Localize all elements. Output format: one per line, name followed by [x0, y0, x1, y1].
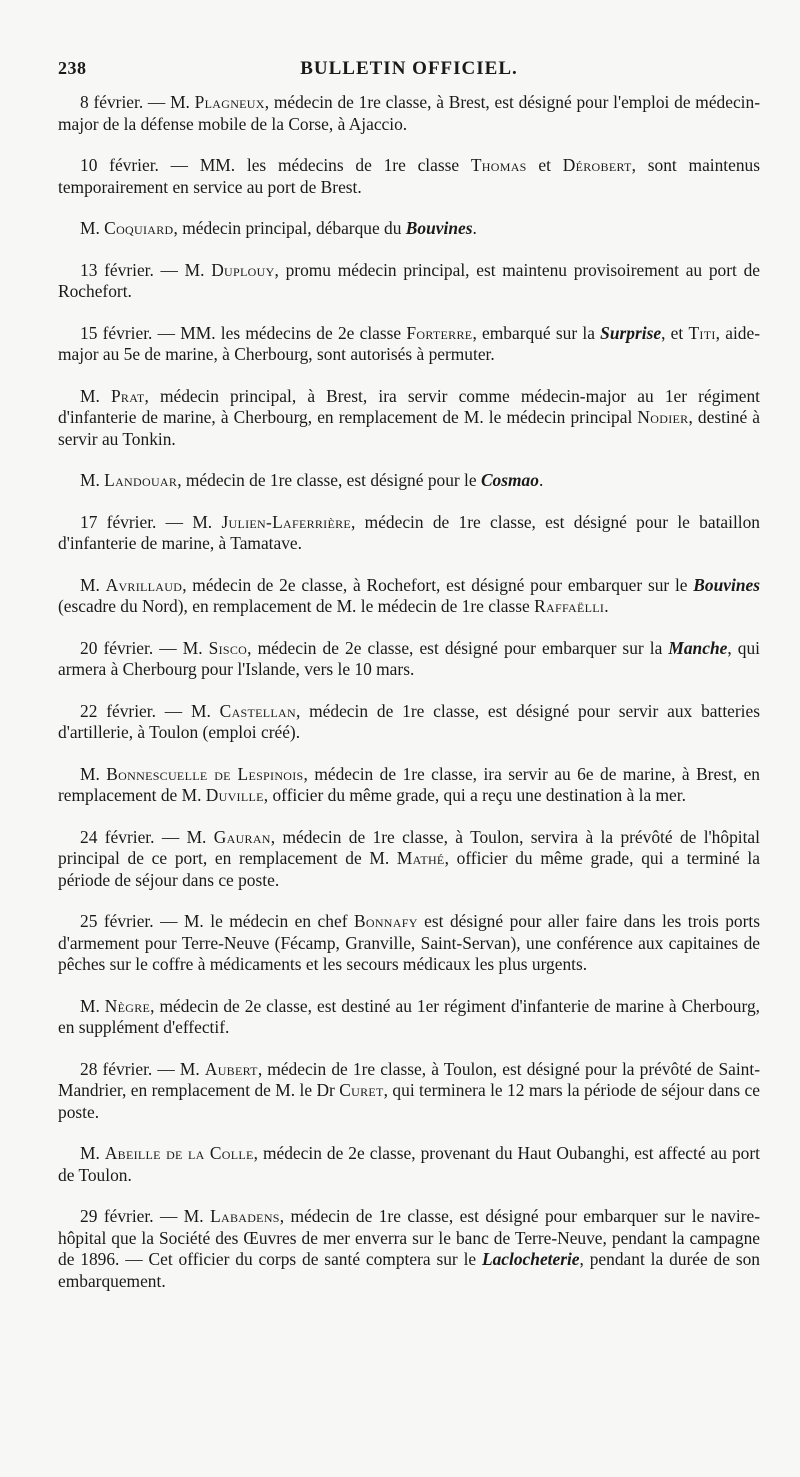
entry-text: 8 février. — M.	[80, 92, 195, 112]
entry-text: 17 février. — M.	[80, 511, 222, 532]
entry-text: M.	[80, 1143, 105, 1163]
person-name: Plagneux	[194, 92, 265, 112]
entry-paragraph	[58, 1143, 760, 1186]
person-name: Duplouy	[211, 259, 275, 280]
running-title: BULLETIN OFFICIEL.	[300, 58, 518, 79]
entry-paragraph	[58, 512, 760, 555]
entry-text: 13 février. — M.	[80, 259, 212, 280]
entry-text: 29 février. — M.	[80, 1206, 211, 1226]
person-name: Duville	[205, 785, 264, 805]
entry-paragraph	[58, 701, 760, 744]
person-name: Avrillaud	[105, 574, 183, 595]
ship-name: Laclocheterie	[481, 1249, 580, 1269]
entry-text: , médecin principal, à Brest, ira servir comme médecin-major au 1er régiment d'infanterie de marine, à Cherbourg, en remplacement de M. le médecin principal	[58, 385, 760, 427]
person-name: Labadens	[210, 1206, 280, 1226]
person-name: Coquiard	[104, 218, 174, 238]
page-header	[58, 58, 760, 88]
entry-text: , médecin de 1re classe, est désigné pour le	[177, 470, 481, 490]
entry-text: est désigné pour aller faire dans les trois ports d'armement pour Terre-Neuve (Fécamp, Granville, Saint-Servan), une conférence aux capitaines de pêches sur le coffre à médicaments et les secours médicaux les plus urgents.	[58, 911, 760, 974]
entry-paragraph	[58, 260, 760, 303]
entry-text: , et	[661, 322, 689, 343]
entry-text: , médecin de 1re classe, ira servir au 6e de marine, à Brest, en remplacement de M.	[58, 763, 760, 805]
entry-text: , médecin de 2e classe, est destiné au 1er régiment d'infanterie de marine à Cherbourg, en supplément d'effectif.	[58, 995, 760, 1037]
person-name: Sisco	[208, 637, 248, 658]
person-name: Aubert	[204, 1058, 258, 1079]
person-name: Forterre	[406, 322, 473, 343]
entry-text: , médecin de 1re classe, est désigné pour embarquer sur le navire-hôpital que la Société des Œuvres de mer enverra sur le banc de Terre-Neuve, pendant la campagne de 1896. — Cet officier du corps de santé comptera sur le	[58, 1206, 760, 1269]
person-name: Bonnescuelle de Lespinois	[106, 763, 304, 784]
entry-text: , médecin de 1re classe, est désigné pour servir aux batteries d'artillerie, à Toulon (emploi créé).	[58, 700, 760, 742]
entry-text: .	[472, 218, 477, 238]
entry-text: 15 février. — MM. les médecins de 2e classe	[80, 322, 407, 343]
entry-paragraph	[58, 996, 760, 1039]
entry-text: et	[526, 155, 563, 175]
entry-paragraph	[58, 218, 760, 240]
entry-text: , médecin de 2e classe, est désigné pour embarquer sur la	[247, 637, 669, 658]
entry-text: M.	[80, 385, 111, 406]
person-name: Curet	[339, 1080, 384, 1100]
person-name: Prat	[110, 385, 145, 406]
entry-text: , médecin de 2e classe, à Rochefort, est désigné pour embarquer sur le	[182, 574, 694, 595]
entry-text: M.	[80, 995, 105, 1016]
person-name: Castellan	[219, 700, 296, 721]
ship-name: Surprise	[600, 322, 662, 343]
entry-paragraph	[58, 911, 760, 976]
person-name: Bonnafy	[353, 911, 418, 931]
entry-paragraph	[58, 575, 760, 618]
person-name: Nègre	[104, 995, 151, 1016]
person-name: Landouar	[104, 470, 178, 490]
entry-text: 20 février. — M.	[80, 637, 209, 658]
entry-text: 10 février. — MM. les médecins de 1re classe	[80, 155, 471, 175]
entry-text: , qui armera à Cherbourg pour l'Islande, vers le 10 mars.	[58, 637, 760, 679]
entry-text: M.	[80, 574, 106, 595]
entry-text: , sont maintenus temporairement en service au port de Brest.	[58, 155, 761, 197]
person-name: Gauran	[213, 826, 271, 847]
entry-text: , médecin de 1re classe, à Brest, est désigné pour l'emploi de médecin-major de la défense mobile de la Corse, à Ajaccio.	[58, 92, 761, 134]
person-name: Raffaëlli	[534, 596, 605, 616]
entry-text: , médecin principal, débarque du	[173, 218, 406, 238]
entry-text: , médecin de 1re classe, est désigné pour le bataillon d'infanterie de marine, à Tamatave.	[58, 511, 761, 553]
entry-paragraph	[58, 470, 760, 492]
entry-text: , qui terminera le 12 mars la période de séjour dans ce poste.	[58, 1080, 760, 1122]
entry-text: 24 février. — M.	[80, 826, 214, 847]
entry-text: .	[604, 596, 609, 616]
entry-text: , médecin de 1re classe, à Toulon, servira à la prévôté de l'hôpital principal de ce port, en remplacement de M.	[58, 826, 760, 868]
entry-text: 25 février. — M. le médecin en chef	[80, 911, 354, 931]
entry-text: , pendant la durée de son embarquement.	[58, 1249, 760, 1291]
ship-name: Bouvines	[693, 574, 760, 595]
entry-text: M.	[80, 218, 105, 238]
entry-text: 22 février. — M.	[80, 700, 220, 721]
entry-paragraph	[58, 1059, 760, 1124]
entry-text: M.	[80, 763, 107, 784]
entry-text: 28 février. — M.	[80, 1058, 205, 1079]
person-name: Dérobert	[562, 155, 632, 175]
entry-paragraph	[58, 92, 760, 135]
entry-text: , officier du même grade, qui a terminé la période de séjour dans ce poste.	[58, 848, 760, 890]
entry-text: M.	[80, 470, 105, 490]
entry-text: , médecin de 1re classe, à Toulon, est désigné pour la prévôté de Saint-Mandrier, en remplacement de M. le Dr	[58, 1058, 760, 1100]
person-name: Abeille de la Colle	[104, 1143, 254, 1163]
person-name: Thomas	[470, 155, 527, 175]
entry-text: (escadre du Nord), en remplacement de M. le médecin de 1re classe	[58, 596, 535, 616]
entry-text: , officier du même grade, qui a reçu une destination à la mer.	[263, 785, 686, 805]
person-name: Julien-Laferrière	[221, 511, 352, 532]
entry-paragraph	[58, 1206, 760, 1292]
ship-name: Cosmao	[480, 470, 539, 490]
page-number: 238	[58, 58, 87, 78]
ship-name: Bouvines	[405, 218, 473, 238]
person-name: Nodier	[637, 407, 689, 427]
entry-text: , destiné à servir au Tonkin.	[58, 407, 760, 449]
entry-text: , médecin de 2e classe, provenant du Haut Oubanghi, est affecté au port de Toulon.	[58, 1143, 760, 1185]
entry-paragraph	[58, 764, 760, 807]
entry-paragraph	[58, 323, 760, 366]
entry-text: , promu médecin principal, est maintenu provisoirement au port de Rochefort.	[58, 259, 760, 301]
entry-paragraph	[58, 155, 760, 198]
entry-text: , embarqué sur la	[472, 322, 601, 343]
entry-text: , aide-major au 5e de marine, à Cherbourg, sont autorisés à permuter.	[58, 322, 760, 364]
person-name: Titi	[688, 322, 716, 343]
entry-text: .	[538, 470, 544, 490]
person-name: Mathé	[396, 848, 445, 868]
entry-paragraph	[58, 638, 760, 681]
entry-paragraph	[58, 386, 760, 451]
entries-list	[58, 92, 760, 1312]
ship-name: Manche	[668, 637, 728, 658]
entry-paragraph	[58, 827, 760, 892]
